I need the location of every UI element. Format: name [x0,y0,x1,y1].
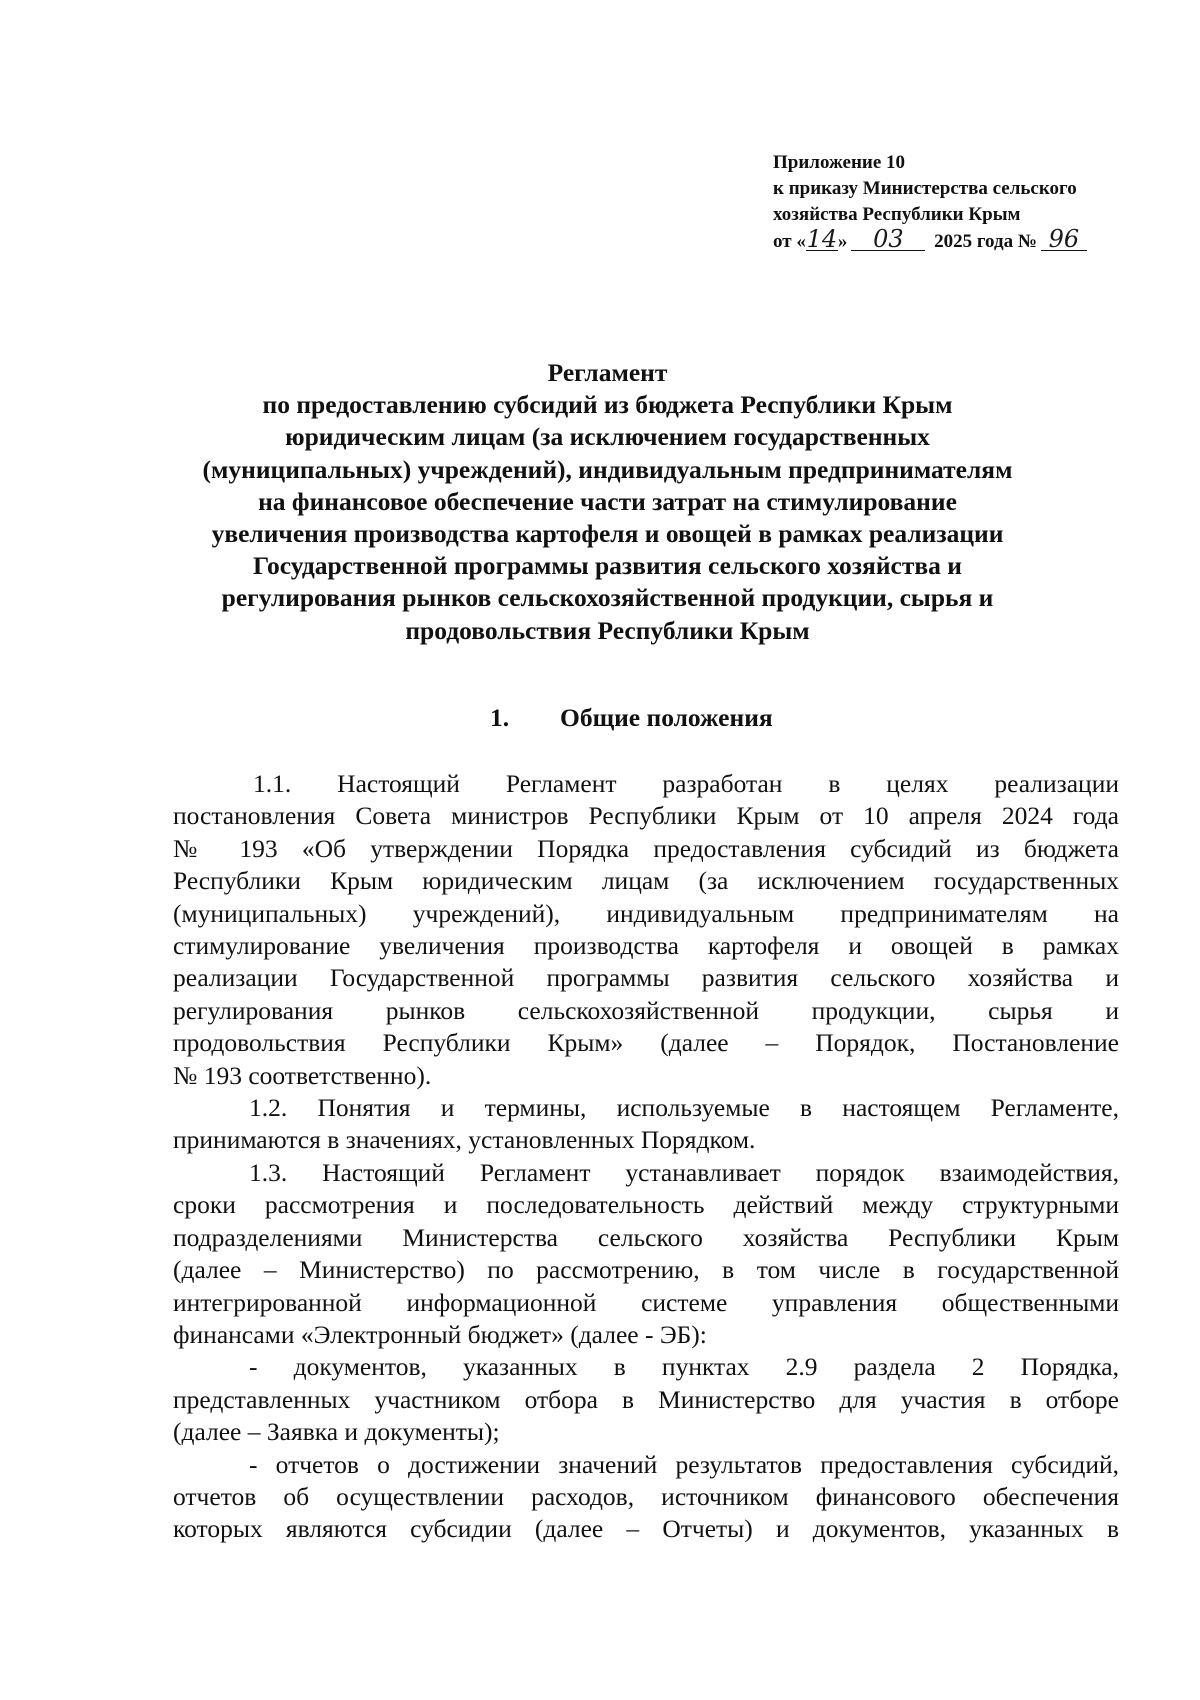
title-line: Регламент [547,358,668,387]
text-line: регулирования рынков сельскохозяйственной продукции, сырья и [173,995,1119,1025]
handwritten-month: 03 [851,228,925,251]
title-line: Государственной программы развития сельского хозяйства и [253,551,962,581]
text-line: подразделениями Министерства сельского хозяйства Республики Крым [173,1222,1119,1252]
appendix-line-2: к приказу Министерства сельского [773,178,1077,199]
paragraph-1-1 [173,768,1119,1092]
text-line: 1.3. Настоящий Регламент устанавливает порядок взаимодействия, [249,1157,1119,1187]
text-line: - отчетов о достижении значений результатов предоставления субсидий, [249,1449,1119,1479]
text-line: интегрированной информационной системе управления общественными [173,1287,1119,1317]
text-line: (далее – Министерство) по рассмотрению, в том числе в государственной [173,1255,1119,1285]
section-heading [490,702,773,734]
date-mid: » [837,231,848,252]
text-line: стимулирование увеличения производства картофеля и овощей в рамках [173,931,1119,961]
handwritten-day: 14 [806,225,838,253]
paragraph-1-3 [173,1157,1119,1351]
text-line: № 193 «Об утверждении Порядка предоставления субсидий из бюджета [173,833,1119,863]
text-line: которых являются субсидии (далее – Отчеты) и документов, указанных в [173,1514,1119,1544]
paragraph-1-2 [173,1092,1119,1157]
title-line: по предоставлению субсидий из бюджета Республики Крым [262,390,953,420]
title-line: на финансовое обеспечение части затрат на стимулирование [258,486,957,516]
title-line: регулирования рынков сельскохозяйственной продукции, сырья и [221,583,994,613]
title-line: (муниципальных) учреждений), индивидуальным предпринимателям [202,454,1013,484]
text-line: - документов, указанных в пунктах 2.9 раздела 2 Порядка, [249,1352,1119,1382]
text-line: принимаются в значениях, установленных Порядком. [173,1125,756,1155]
text-line: продовольствия Республики Крым» (далее – Порядок, Постановление [173,1028,1119,1058]
section-number: 1. [490,703,510,732]
text-line: сроки рассмотрения и последовательность действий между структурными [173,1190,1119,1220]
title-line: юридическим лицам (за исключением государственных [285,422,930,452]
text-line: финансами «Электронный бюджет» (далее - ЭБ): [173,1319,707,1349]
text-line: представленных участником отбора в Министерство для участия в отборе [173,1384,1119,1414]
text-line: (муниципальных) учреждений), индивидуальным предпринимателям на [173,898,1119,928]
date-prefix: от « [773,231,806,252]
appendix-line-1: Приложение 10 [773,152,906,173]
date-year: 2025 года № [934,231,1037,252]
text-line: 1.1. Настоящий Регламент разработан в целях реализации [253,769,1119,798]
text-line: (далее – Заявка и документы); [173,1417,500,1447]
text-line: № 193 соответственно). [173,1060,432,1090]
appendix-date-line [773,225,1173,255]
bullet-item-1 [173,1351,1119,1448]
title-line: продовольствия Республики Крым [405,615,810,645]
text-line: Республики Крым юридическим лицам (за исключением государственных [173,866,1119,896]
appendix-line-3: хозяйства Республики Крым [773,204,1021,225]
section-title: Общие положения [560,703,773,732]
text-line: отчетов об осуществлении расходов, источником финансового обеспечения [173,1481,1119,1511]
title-line: увеличения производства картофеля и овощей в рамках реализации [211,519,1004,549]
text-line: постановления Совета министров Республики Крым от 10 апреля 2024 года [173,801,1119,831]
bullet-item-2 [173,1449,1119,1546]
appendix-block [773,150,1173,255]
handwritten-order-number: 96 [1041,228,1087,251]
document-title [150,357,1065,647]
document-body [173,768,1119,1546]
text-line: 1.2. Понятия и термины, используемые в настоящем Регламенте, [249,1093,1119,1123]
text-line: реализации Государственной программы развития сельского хозяйства и [173,963,1119,993]
